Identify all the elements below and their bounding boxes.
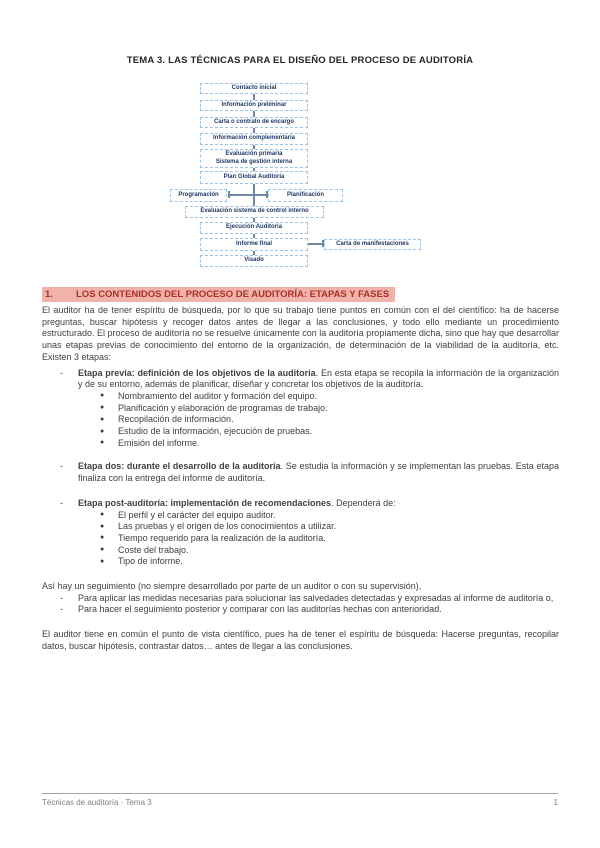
footer-doc-label: Técnicas de auditoría · Tema 3: [42, 798, 152, 807]
flow-box-planificacion: [268, 189, 343, 202]
connector-line: [228, 194, 253, 196]
footer-divider: [42, 793, 558, 794]
flow-box-label: Sistema de gestión interna: [215, 158, 293, 165]
stage-item-previa: [42, 368, 559, 391]
bullet-marker: ●: [100, 439, 105, 447]
list-item: [42, 556, 559, 568]
document-title: TEMA 3. LAS TÉCNICAS PARA EL DISEÑO DEL PROCESO DE AUDITORÍA: [126, 55, 474, 66]
intro-paragraph: El auditor ha de tener espíritu de búsqueda, por lo que su trabajo tiene puntos en común con el del científico: ha de hacerse preguntas, buscar hipótesis y recoger datos antes de llegar a las conclusiones, y todo ello mediante un procedimiento estructurado. El proceso de auditoría no se resuelve únicamente con la auditoría propiamente dicha, sino que hay que desarrollar unas etapas previas de conocimiento del entorno de la organización, de determinación de la viabilidad de la auditoría, etc. Existen 3 etapas:: [42, 305, 559, 362]
page-footer: [42, 798, 558, 807]
section-title: LOS CONTENIDOS DEL PROCESO DE AUDITORÍA: ETAPAS Y FASES: [76, 289, 390, 300]
bullet-marker: ●: [100, 415, 105, 423]
flow-box-label: Ejecución Auditoría: [225, 224, 283, 231]
flow-box-label: Contacto inicial: [231, 84, 277, 91]
stage-item-post: [42, 498, 559, 510]
bullet-marker: ●: [100, 427, 105, 435]
closing-paragraph: El auditor tiene en común el punto de vista científico, pues ha de tener el espíritu de búsqueda: Hacerse preguntas, recopilar datos, buscar hipótesis, contrastar datos… antes de llegar a las conclusiones.: [42, 629, 559, 651]
flow-box-contacto-inicial: [200, 83, 308, 94]
list-item-text: Recopilación de información.: [118, 414, 234, 425]
list-item-text: Emisión del informe.: [118, 437, 200, 448]
bullet-marker: ●: [100, 534, 105, 542]
list-item-text: Planificación y elaboración de programas de trabajo.: [118, 402, 328, 413]
flow-box-evaluacion-primaria: [200, 149, 308, 168]
flow-box-plan-global: [200, 171, 308, 184]
flow-box-ejecucion-auditoria: [200, 222, 308, 234]
flow-box-evaluacion-control-interno: [185, 206, 324, 218]
list-item: [42, 533, 559, 545]
flow-box-informacion-preliminar: [200, 100, 308, 111]
flow-box-carta-contrato: [200, 117, 308, 128]
bullet-marker: ●: [100, 511, 105, 519]
stage-post-bullets: [42, 510, 559, 569]
dash-marker: -: [60, 367, 63, 378]
seguimiento-paragraph: Así hay un seguimiento (no siempre desarrollado por parte de un auditor o con su supervisión),: [42, 581, 422, 592]
flow-box-label: Carta o contrato de encargo: [213, 118, 294, 125]
flow-box-informe-final: [200, 238, 308, 251]
list-item: [42, 391, 559, 403]
list-item-text: Las pruebas y el origen de los conocimientos a utilizar.: [118, 521, 337, 532]
list-item-text: Coste del trabajo.: [118, 544, 189, 555]
section-heading-highlight: [42, 287, 395, 302]
list-item-text: Tipo de informe.: [118, 556, 183, 567]
list-item-text: Para hacer el seguimiento posterior y comparar con las auditorías hechas con anterioridad.: [78, 604, 442, 615]
flow-box-label: Evaluación primaria: [225, 151, 283, 157]
flow-box-label: Información complementaria: [212, 135, 296, 142]
bullet-marker: ●: [100, 404, 105, 412]
flow-box-label: Información preliminar: [221, 101, 287, 108]
list-item-text: Estudio de la información, ejecución de pruebas.: [118, 426, 313, 437]
list-item-text: Para aplicar las medidas necesarias para solucionar las salvedades detectadas y expresadas al informe de auditoría o,: [78, 592, 554, 603]
bullet-marker: ●: [100, 557, 105, 565]
dash-marker: -: [60, 604, 63, 615]
flow-box-label: Evaluación sistema de control interno: [200, 208, 309, 215]
flow-box-carta-manifestaciones: [324, 239, 421, 250]
flow-box-label: Visado: [244, 257, 264, 264]
bullet-marker: ●: [100, 392, 105, 400]
stage-previa-bullets: [42, 391, 559, 450]
list-item: [42, 426, 559, 438]
section-number: 1.: [45, 289, 53, 300]
flow-box-label: Planificación: [286, 191, 324, 198]
flow-box-label: Informe final: [235, 240, 272, 247]
seguimiento-item: [42, 604, 559, 616]
list-item: [42, 545, 559, 557]
dash-marker: -: [60, 592, 63, 603]
list-item: [42, 510, 559, 522]
seguimiento-item: [42, 593, 559, 605]
flow-box-programacion: [170, 189, 227, 202]
list-item-text: Nombramiento del auditor y formación del equipo.: [118, 390, 318, 401]
section-heading: [42, 287, 559, 302]
list-item-text: El perfil y el carácter del equipo auditor.: [118, 509, 276, 520]
stage-text: . Dependerá de:: [331, 497, 396, 508]
document-body: [42, 287, 559, 653]
stage-text: . En esta etapa se recopila la información de la organización y de su entorno, además de planificar, diseñar y concretar los objetivos de la auditoría.: [78, 367, 559, 390]
list-item-text: Tiempo requerido para la realización de la auditoría.: [118, 532, 326, 543]
flow-box-label: Carta de manifestaciones: [336, 240, 409, 247]
list-item: [42, 403, 559, 415]
stage-item-dos: [42, 461, 559, 484]
dash-marker: -: [60, 497, 63, 508]
dash-marker: -: [60, 461, 63, 472]
bullet-marker: ●: [100, 522, 105, 530]
flow-box-visado: [200, 255, 308, 267]
flow-box-label: Plan Global Auditoría: [223, 173, 285, 180]
list-item: [42, 521, 559, 533]
bullet-marker: ●: [100, 546, 105, 554]
list-item: [42, 414, 559, 426]
stage-text: . Se estudia la información y se implementan las pruebas. Esta etapa finaliza con la entrega del informe de auditoría.: [78, 461, 560, 484]
audit-process-flowchart: [140, 83, 460, 269]
list-item: [42, 438, 559, 450]
stage-title: Etapa post-auditoría: implementación de recomendaciones: [78, 497, 332, 508]
stage-title: Etapa previa: definición de los objetivos de la auditoría: [78, 367, 316, 378]
stage-title: Etapa dos: durante el desarrollo de la auditoría: [78, 461, 281, 472]
flow-box-label: Programación: [178, 191, 219, 198]
flow-box-informacion-complementaria: [200, 133, 308, 145]
footer-page-number: 1: [553, 798, 558, 807]
